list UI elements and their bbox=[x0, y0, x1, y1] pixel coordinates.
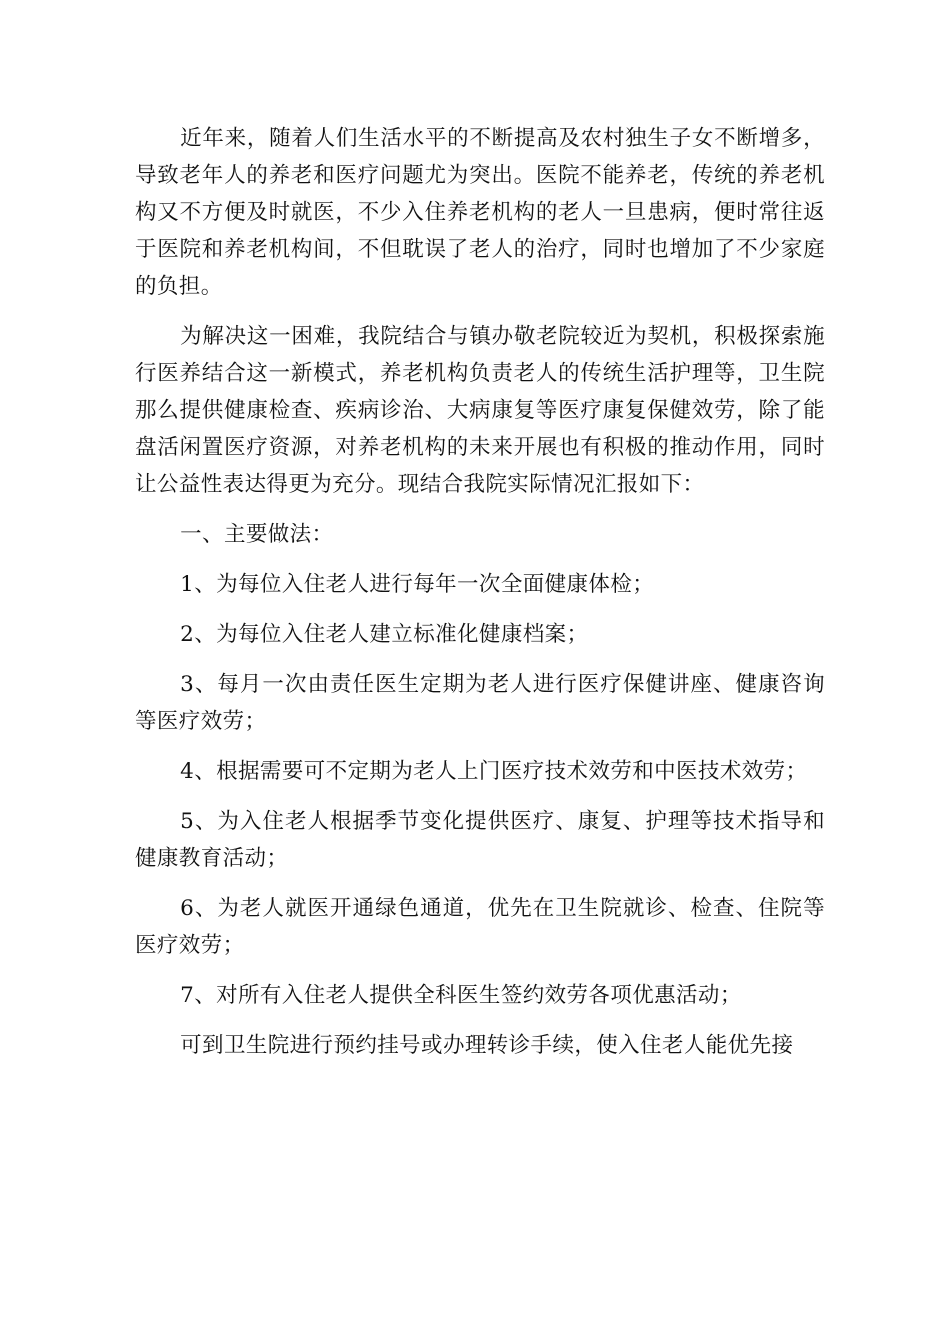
paragraph-approach: 为解决这一困难，我院结合与镇办敬老院较近为契机，积极探索施行医养结合这一新模式，养老机构负责老人的传统生活护理等，卫生院那么提供健康检查、疾病诊治、大病康复等医疗康复保健效劳，除了能盘活闲置医疗资源，对养老机构的未来开展也有积极的推动作用，同时让公益性表达得更为充分。现结合我院实际情况汇报如下： bbox=[135, 324, 825, 497]
document-body bbox=[135, 120, 825, 1077]
list-item-6: 6、为老人就医开通绿色通道，优先在卫生院就诊、检查、住院等医疗效劳； bbox=[135, 896, 825, 958]
paragraph-intro: 近年来，随着人们生活水平的不断提高及农村独生子女不断增多，导致老年人的养老和医疗问题尤为突出。医院不能养老，传统的养老机构又不方便及时就医，不少入住养老机构的老人一旦患病，便时常往返于医院和养老机构间，不但耽误了老人的治疗，同时也增加了不少家庭的负担。 bbox=[135, 126, 825, 299]
list-item-4: 4、根据需要可不定期为老人上门医疗技术效劳和中医技术效劳； bbox=[180, 759, 808, 784]
list-item-7: 7、对所有入住老人提供全科医生签约效劳各项优惠活动； bbox=[180, 983, 742, 1008]
paragraph-continuation: 可到卫生院进行预约挂号或办理转诊手续，使入住老人能优先接 bbox=[180, 1033, 794, 1058]
section-heading-main-practices: 一、主要做法： bbox=[180, 522, 334, 547]
list-item-1: 1、为每位入住老人进行每年一次全面健康体检； bbox=[180, 572, 655, 597]
list-item-2: 2、为每位入住老人建立标准化健康档案； bbox=[180, 622, 589, 647]
list-item-3: 3、每月一次由责任医生定期为老人进行医疗保健讲座、健康咨询等医疗效劳； bbox=[135, 672, 825, 734]
list-item-5: 5、为入住老人根据季节变化提供医疗、康复、护理等技术指导和健康教育活动； bbox=[135, 809, 825, 871]
